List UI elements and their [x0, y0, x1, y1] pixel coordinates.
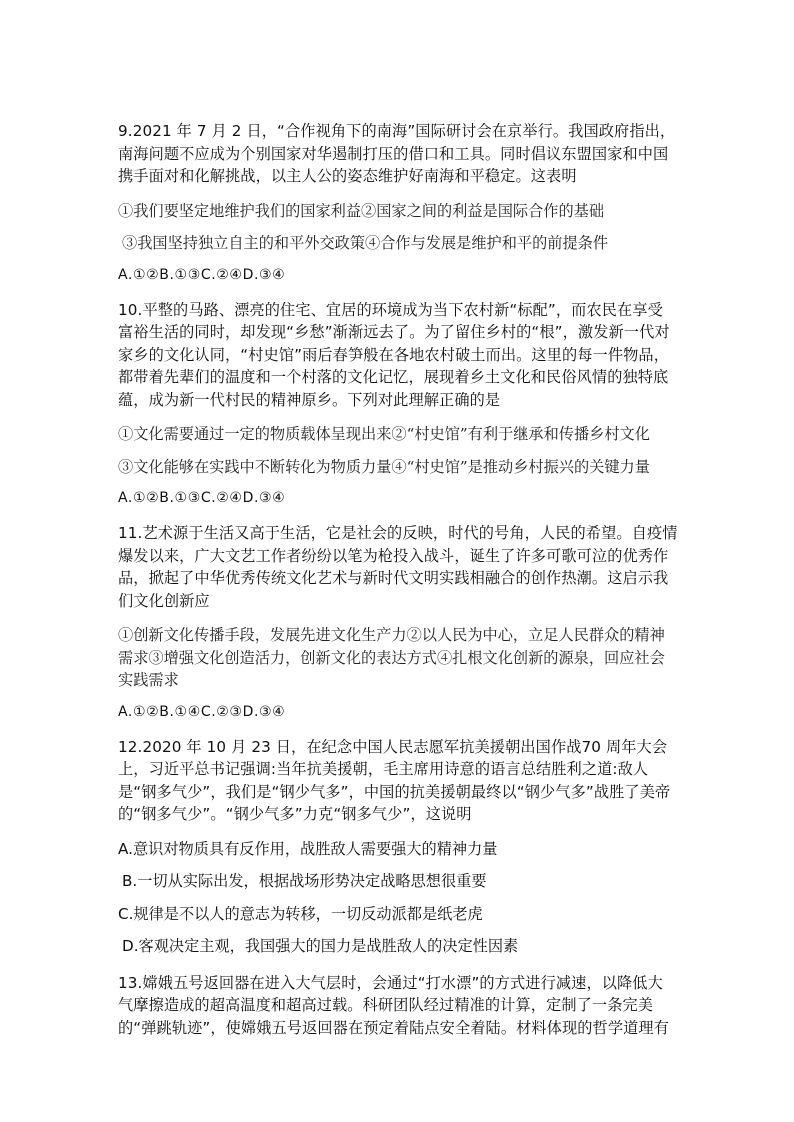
- question-11: [118, 522, 678, 722]
- statement-options: ③我国坚持独立自主的和平外交政策④合作与发展是维护和平的前提条件: [122, 234, 608, 252]
- question-stem: 10.平整的马路、漂亮的住宅、宜居的环境成为当下农村新“标配”，而农民在享受富裕生活的同时，却发现“乡愁”渐渐远去了。为了留住乡村的“根”，激发新一代对家乡的文化认同，“村史馆”雨后春笋般在各地农村破土而出。这里的每一件物品，都带着先辈们的温度和一个村落的文化记忆，展现着乡土文化和民俗风情的独特底蕴，成为新一代村民的精神原乡。下列对此理解正确的是: [118, 300, 670, 409]
- question-stem: 13.嫦娥五号返回器在进入大气层时，会通过“打水漂”的方式进行减速，以降低大气摩擦造成的超高温度和超高过载。科研团队经过精准的计算，定制了一条完美的“弹跳轨迹”，使嫦娥五号返回器在预定着陆点安全着陆。材料体现的哲学道理有: [118, 973, 669, 1037]
- statement-options: ①文化需要通过一定的物质载体呈现出来②“村史馆”有利于继承和传播乡村文化: [118, 425, 650, 443]
- statement-options: ③文化能够在实践中不断转化为物质力量④“村史馆”是推动乡村振兴的关键力量: [118, 457, 650, 476]
- statement-options: ①创新文化传播手段，发展先进文化生产力②以人民为中心，立足人民群众的精神需求③增强文化创造活力，创新文化的表达方式④扎根文化创新的源泉，回应社会实践需求: [118, 626, 665, 689]
- answer-choices: A.①②B.①③C.②④D.③④: [118, 266, 286, 283]
- question-stem: 9.2021 年 7 月 2 日，“合作视角下的南海”国际研讨会在京举行。我国政府指出，南海问题不应成为个别国家对华遏制打压的借口和工具。同时倡议东盟国家和中国携手面对和化解挑战，以主人公的姿态维护好南海和平稳定。这表明: [118, 122, 676, 185]
- choice-a: A.意识对物质具有反作用，战胜敌人需要强大的精神力量: [118, 839, 498, 858]
- question-9: [118, 120, 678, 285]
- question-10: [118, 299, 678, 509]
- question-13: [118, 972, 678, 1040]
- document-page: [118, 120, 678, 1053]
- choice-d: D.客观决定主观，我国强大的国力是战胜敌人的决定性因素: [122, 937, 519, 955]
- question-stem: 12.2020 年 10 月 23 日，在纪念中国人民志愿军抗美援朝出国作战70 周年大会上，习近平总书记强调:当年抗美援朝，毛主席用诗意的语言总结胜利之道:敌人是“钢多气少”，我们是“钢少气多”，中国的抗美援朝最终以“钢少气多”战胜了美帝的“钢多气少”。“钢少气多”力克“钢多气少”，这说明: [118, 737, 671, 823]
- answer-choices: A.①②B.①③C.②④D.③④: [118, 490, 286, 506]
- statement-options: ①我们要坚定地维护我们的国家利益②国家之间的利益是国际合作的基础: [118, 201, 604, 220]
- question-stem: 11.艺术源于生活又高于生活，它是社会的反映，时代的号角，人民的希望。自疫情爆发以来，广大文艺工作者纷纷以笔为枪投入战斗，诞生了许多可歌可泣的优秀作品，掀起了中华优秀传统文化艺术与新时代文明实践相融合的创作热潮。这启示我们文化创新应: [118, 524, 678, 610]
- answer-choices: A.①②B.①④C.②③D.③④: [118, 703, 286, 720]
- question-12: [118, 736, 678, 958]
- choice-c: C.规律是不以人的意志为转移，一切反动派都是纸老虎: [118, 904, 483, 923]
- choice-b: B.一切从实际出发，根据战场形势决定战略思想很重要: [122, 872, 487, 890]
